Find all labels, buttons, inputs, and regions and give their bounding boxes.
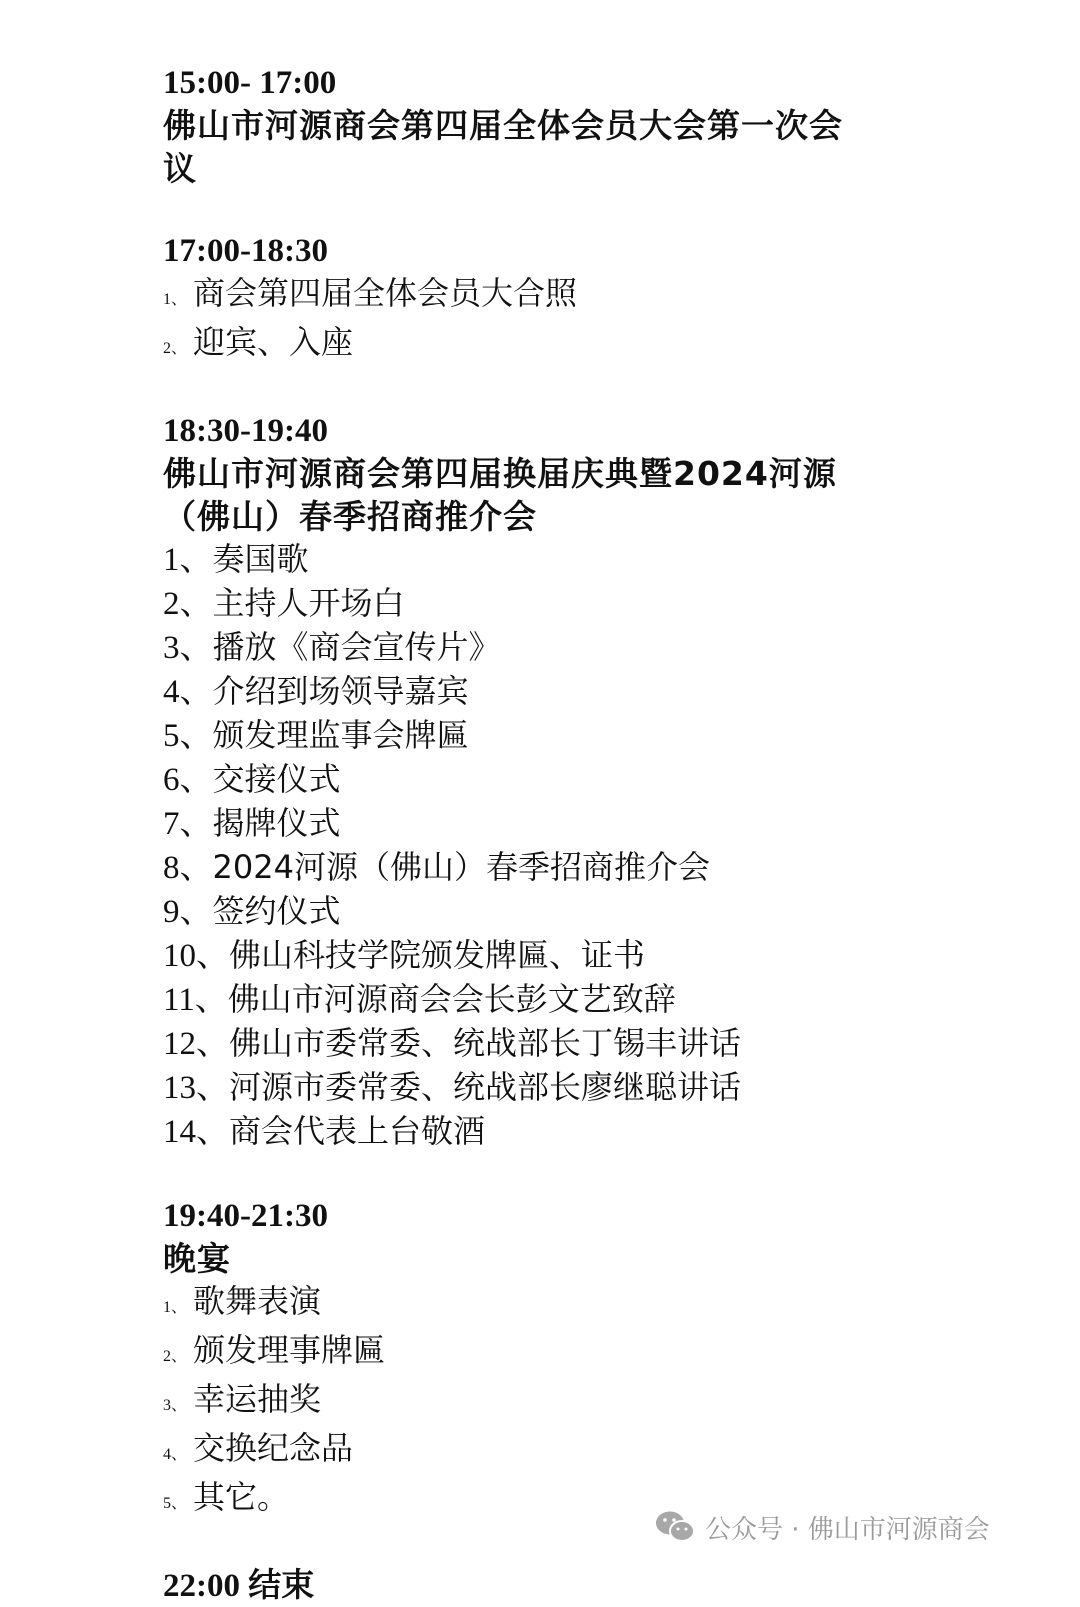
- list-item: [163, 802, 943, 846]
- list-item: [163, 1280, 943, 1329]
- item-text: 交接仪式: [212, 760, 341, 798]
- list-item: [163, 890, 943, 934]
- item-text: 2024河源（佛山）春季招商推介会: [212, 848, 710, 886]
- list-item: [163, 582, 943, 626]
- list-item: [163, 934, 943, 978]
- list-item: [163, 321, 943, 370]
- item-text: 歌舞表演: [193, 1282, 322, 1320]
- watermark-text: 公众号 · 佛山市河源商会: [705, 1514, 990, 1545]
- wechat-icon: [655, 1510, 695, 1544]
- item-text: 商会代表上台敬酒: [229, 1112, 486, 1150]
- item-text: 揭牌仪式: [212, 804, 341, 842]
- item-number: 11、: [163, 982, 228, 1018]
- section-title-line: （佛山）春季招商推介会: [163, 497, 537, 536]
- agenda-section: [163, 1565, 943, 1607]
- item-number: 2、: [163, 586, 213, 622]
- list-item: [163, 670, 943, 714]
- item-number: 3、: [163, 1397, 188, 1414]
- item-text: 河源市委常委、统战部长廖继聪讲话: [229, 1068, 742, 1106]
- item-number: 6、: [163, 762, 213, 798]
- list-item: [163, 1022, 943, 1066]
- item-text: 幸运抽奖: [193, 1380, 322, 1418]
- list-item: [163, 714, 943, 758]
- item-text: 商会第四届全体会员大合照: [193, 274, 578, 312]
- list-item: [163, 1066, 943, 1110]
- section-time: 15:00- 17:00: [163, 65, 337, 101]
- item-text: 播放《商会宣传片》: [212, 628, 501, 666]
- item-text: 介绍到场领导嘉宾: [212, 672, 469, 710]
- item-number: 3、: [163, 630, 213, 666]
- item-number: 9、: [163, 894, 213, 930]
- item-text: 佛山科技学院颁发牌匾、证书: [229, 936, 646, 974]
- item-number: 5、: [163, 1495, 188, 1512]
- list-item: [163, 1378, 943, 1427]
- item-number: 1、: [163, 542, 213, 578]
- list-item: [163, 626, 943, 670]
- section-time: 19:40-21:30: [163, 1198, 328, 1234]
- item-number: 12、: [163, 1026, 229, 1062]
- item-number: 10、: [163, 938, 229, 974]
- section-time: 17:00-18:30: [163, 233, 328, 269]
- section-time: 22:00 结束: [163, 1568, 315, 1604]
- section-title-line: 晚宴: [163, 1239, 231, 1278]
- item-number: 8、: [163, 850, 213, 886]
- agenda-section: [163, 62, 943, 190]
- list-item: [163, 1427, 943, 1476]
- item-text: 主持人开场白: [212, 584, 405, 622]
- item-number: 2、: [163, 340, 188, 357]
- item-number: 1、: [163, 291, 188, 308]
- item-number: 7、: [163, 806, 213, 842]
- item-text: 签约仪式: [212, 892, 341, 930]
- item-text: 其它。: [193, 1478, 290, 1516]
- item-text: 交换纪念品: [193, 1429, 354, 1467]
- section-title-line: 议: [163, 149, 197, 188]
- section-title-line: 佛山市河源商会第四届换届庆典暨2024河源: [163, 454, 837, 493]
- item-text: 佛山市河源商会会长彭文艺致辞: [227, 980, 676, 1018]
- wechat-watermark: [655, 1507, 990, 1547]
- list-item: [163, 846, 943, 890]
- item-number: 1、: [163, 1299, 188, 1316]
- item-text: 颁发理监事会牌匾: [212, 716, 469, 754]
- item-number: 5、: [163, 718, 213, 754]
- item-text: 奏国歌: [212, 540, 309, 578]
- item-number: 14、: [163, 1114, 229, 1150]
- agenda-section: [163, 1195, 943, 1525]
- list-item: [163, 1110, 943, 1154]
- list-item: [163, 272, 943, 321]
- section-spacer: [163, 190, 943, 230]
- agenda-document: [163, 62, 943, 1607]
- item-text: 佛山市委常委、统战部长丁锡丰讲话: [229, 1024, 742, 1062]
- item-text: 颁发理事牌匾: [193, 1331, 386, 1369]
- item-number: 13、: [163, 1070, 229, 1106]
- section-title-line: 佛山市河源商会第四届全体会员大会第一次会: [163, 106, 843, 145]
- list-item: [163, 538, 943, 582]
- agenda-section: [163, 230, 943, 370]
- agenda-section: [163, 410, 943, 1154]
- list-item: [163, 978, 943, 1022]
- section-time: 18:30-19:40: [163, 413, 328, 449]
- section-spacer: [163, 370, 943, 410]
- item-text: 迎宾、入座: [193, 323, 354, 361]
- item-number: 4、: [163, 1446, 188, 1463]
- item-number: 4、: [163, 674, 213, 710]
- item-number: 2、: [163, 1348, 188, 1365]
- list-item: [163, 758, 943, 802]
- section-spacer: [163, 1154, 943, 1195]
- list-item: [163, 1329, 943, 1378]
